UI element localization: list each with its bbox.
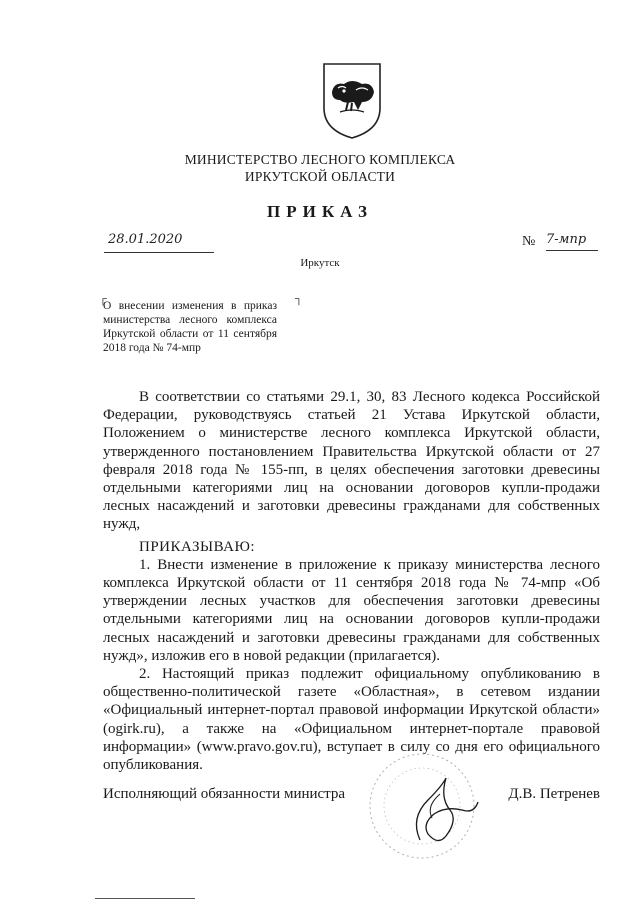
document-type-title: ПРИКАЗ bbox=[267, 202, 373, 221]
ministry-name-line-2: ИРКУТСКОЙ ОБЛАСТИ bbox=[244, 169, 396, 184]
preamble-paragraph: В соответствии со статьями 29.1, 30, 83 Лесного кодекса Российской Федерации, руководствуясь статьей 21 Устава Иркутской области, Положением о министерстве лесного комплекса Иркутской области, утвержденного постановлением Правительства Иркутской области от 27 февраля 2018 года № 155-пп, в целях обеспечения заготовки древесины отдельными категориями лиц на основании договоров купли-продажи лесных насаждений и заготовки древесины гражданами для собственных нужд, bbox=[103, 389, 600, 533]
date-field bbox=[104, 232, 214, 253]
handwritten-document-number: 7-мпр bbox=[546, 232, 598, 251]
number-sign: № bbox=[522, 234, 536, 249]
signer-position: Исполняющий обязанности министра bbox=[103, 786, 346, 802]
city-name: Иркутск bbox=[300, 257, 340, 269]
footer-divider bbox=[95, 898, 195, 899]
handwritten-date: 28.01.2020 bbox=[108, 232, 183, 247]
ministry-name-line-1: МИНИСТЕРСТВО ЛЕСНОГО КОМПЛЕКСА bbox=[184, 152, 456, 167]
signer-name: Д.В. Петренев bbox=[508, 786, 600, 802]
order-item-2: 2. Настоящий приказ подлежит официальному опубликованию в общественно-политической газете «Областная», в сетевом издании «Официальный интернет-портал правовой информации Иркутской области» (ogirk.ru), а также на «Официальном интернет-портале правовой информации» (www.pravo.gov.ru), вступает в силу со дня его официального опубликования. bbox=[103, 666, 600, 774]
corner-bracket-right-icon: ┐ bbox=[295, 293, 303, 305]
document-number-field bbox=[522, 234, 598, 252]
order-subject: О внесении изменения в приказ министерства лесного комплекса Иркутской области от 11 сентября 2018 года № 74-мпр bbox=[103, 300, 277, 354]
corner-bracket-left-icon: ┌ bbox=[99, 293, 107, 305]
decree-heading: ПРИКАЗЫВАЮ: bbox=[139, 538, 256, 555]
signature-row bbox=[103, 786, 600, 810]
coat-of-arms-emblem bbox=[318, 58, 386, 142]
order-body bbox=[103, 388, 600, 774]
order-item-1: 1. Внести изменение в приложение к приказу министерства лесного комплекса Иркутской области от 11 сентября 2018 года № 74-мпр «Об утверждении лесных участков для обеспечения заготовки древесины отдельными категориями лиц на основании договоров купли-продажи лесных насаждений и заготовки древесины гражданами для собственных нужд», изложив его в новой редакции (прилагается). bbox=[103, 556, 600, 664]
